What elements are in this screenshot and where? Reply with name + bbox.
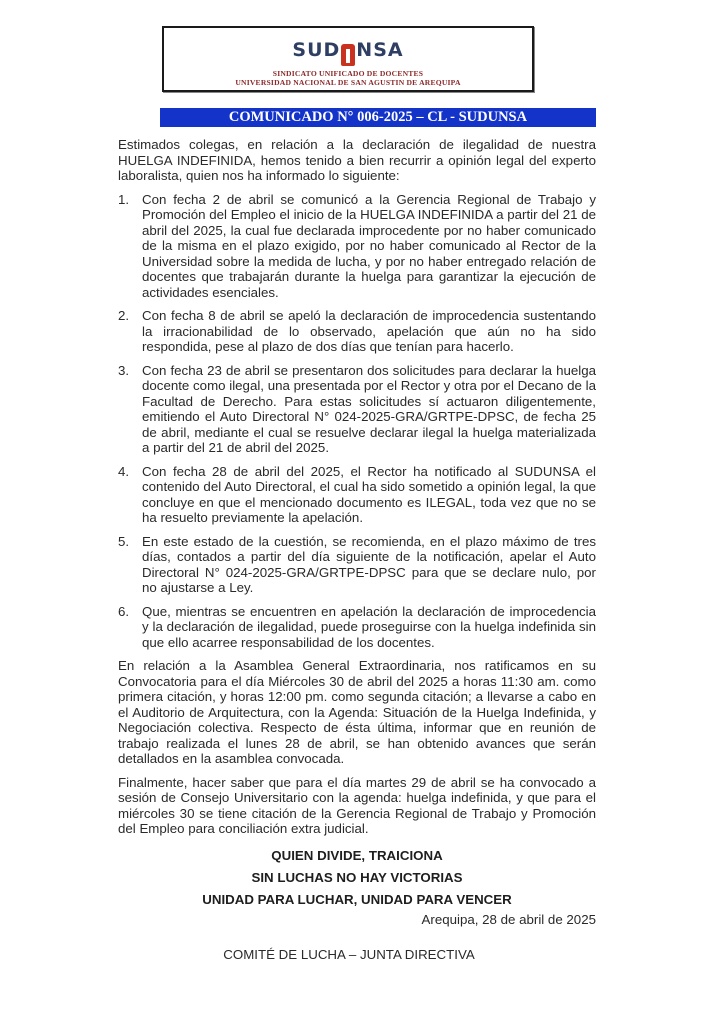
document-body bbox=[118, 137, 596, 928]
list-item-text: Con fecha 23 de abril se presentaron dos solicitudes para declarar la huelga docente como ilegal, una presentada por el Rector y otra por el Decano de la Facultad de Derecho. Para estas solicitudes sí actuaron diligentemente, emitiendo el Auto Directoral N° 024-2025-GRA/GRTPE-DPSC, de fecha 25 de abril, mediante el cual se resuelve declarar ilegal la huelga materializada a partir del 21 de abril del 2025. bbox=[142, 362, 596, 455]
communique-title-banner: COMUNICADO N° 006-2025 – CL - SUDUNSA bbox=[160, 108, 596, 127]
list-item-text: Con fecha 8 de abril se apeló la declaración de improcedencia sustentando la irracionabilidad de lo observado, apelación que aún no ha sido respondida, pese al plazo de dos días que tenían para hacerlo. bbox=[142, 308, 596, 354]
logo-text-right: NSA bbox=[356, 39, 404, 61]
slogans bbox=[118, 845, 596, 911]
list-item-number: 4. bbox=[118, 463, 130, 479]
list-item bbox=[118, 534, 596, 596]
final-paragraph: Finalmente, hacer saber que para el día martes 29 de abril se ha convocado a sesión de Consejo Universitario con la agenda: huelga indefinida, y que para el miércoles 30 se tiene citación de la Gerencia Regional de Trabajo y Promoción del Empleo para conciliación extra judicial. bbox=[118, 774, 596, 836]
signature-text: COMITÉ DE LUCHA – JUNTA DIRECTIVA bbox=[223, 947, 475, 962]
list-item-text: Con fecha 28 de abril del 2025, el Rector ha notificado al SUDUNSA el contenido del Auto Directoral, el cual ha sido sometido a opinión legal, la que concluye en que el mencionado documento es ILEGAL, toda vez que no se ha resuelto previamente la apelación. bbox=[142, 463, 596, 525]
org-name-line-1: SINDICATO UNIFICADO DE DOCENTES bbox=[272, 69, 424, 78]
logo-u-emblem-icon bbox=[341, 44, 355, 66]
place-date: Arequipa, 28 de abril de 2025 bbox=[421, 911, 596, 927]
list-item bbox=[118, 192, 596, 301]
logo-text-left: SUD bbox=[292, 39, 341, 61]
assembly-paragraph: En relación a la Asamblea General Extraordinaria, nos ratificamos en su Convocatoria para el día Miércoles 30 de abril del 2025 a horas 11:30 am. como primera citación, y horas 12:00 pm. como segunda citación; a llevarse a cabo en el Auditorio de Arquitectura, con la Agenda: Situación de la Huelga Indefinida, y Negociación colectiva. Respecto de ésta última, informar que en reunión de trabajo realizada el lunes 28 de abril, se han obtenido avances que serán detallados en la asamblea convocada. bbox=[118, 658, 596, 766]
list-item bbox=[118, 464, 596, 526]
letterhead-box bbox=[162, 26, 534, 92]
list-item-text: En este estado de la cuestión, se recomienda, en el plazo máximo de tres días, contados a partir del día siguiente de la notificación, apelar el Auto Directoral N° 024-2025-GRA/GRTPE-DPSC para que se declare nulo, por no ajustarse a Ley. bbox=[142, 533, 596, 595]
list-item bbox=[118, 308, 596, 355]
slogan: UNIDAD PARA LUCHAR, UNIDAD PARA VENCER bbox=[202, 891, 512, 907]
list-item-number: 2. bbox=[118, 308, 130, 323]
slogan: SIN LUCHAS NO HAY VICTORIAS bbox=[251, 869, 463, 885]
org-name-line-2: UNIVERSIDAD NACIONAL DE SAN AGUSTIN DE AREQUIPA bbox=[235, 78, 461, 87]
list-item bbox=[118, 363, 596, 456]
list-item-text: Que, mientras se encuentren en apelación la declaración de improcedencia y la declaración de ilegalidad, puede proseguirse con la huelga indefinida sin que ello acarree responsabilidad de los docentes. bbox=[142, 603, 596, 650]
list-item-text: Con fecha 2 de abril se comunicó a la Gerencia Regional de Trabajo y Promoción del Empleo el inicio de la HUELGA INDEFINIDA a partir del 21 de abril del 2025, la cual fue declarada improcedente por no haber comunicado de la misma en el plazo exigido, por no haber comunicado al Rector de la Universidad sobre la medida de lucha, y por no haber entregado relación de docentes que trabajarán durante la huelga para garantizar la ejecución de actividades esenciales. bbox=[142, 191, 596, 300]
list-item-number: 1. bbox=[118, 191, 130, 207]
list-item-number: 6. bbox=[118, 603, 130, 619]
sudunsa-logo bbox=[164, 40, 532, 66]
list-item bbox=[118, 604, 596, 651]
intro-paragraph: Estimados colegas, en relación a la declaración de ilegalidad de nuestra HUELGA INDEFINIDA, hemos tenido a bien recurrir a opinión legal del experto laboralista, quien nos ha informado lo siguiente: bbox=[118, 137, 596, 183]
list-item-number: 3. bbox=[118, 362, 130, 378]
signature-block bbox=[0, 947, 724, 962]
list-item-number: 5. bbox=[118, 533, 130, 549]
slogan: QUIEN DIVIDE, TRAICIONA bbox=[271, 847, 443, 863]
